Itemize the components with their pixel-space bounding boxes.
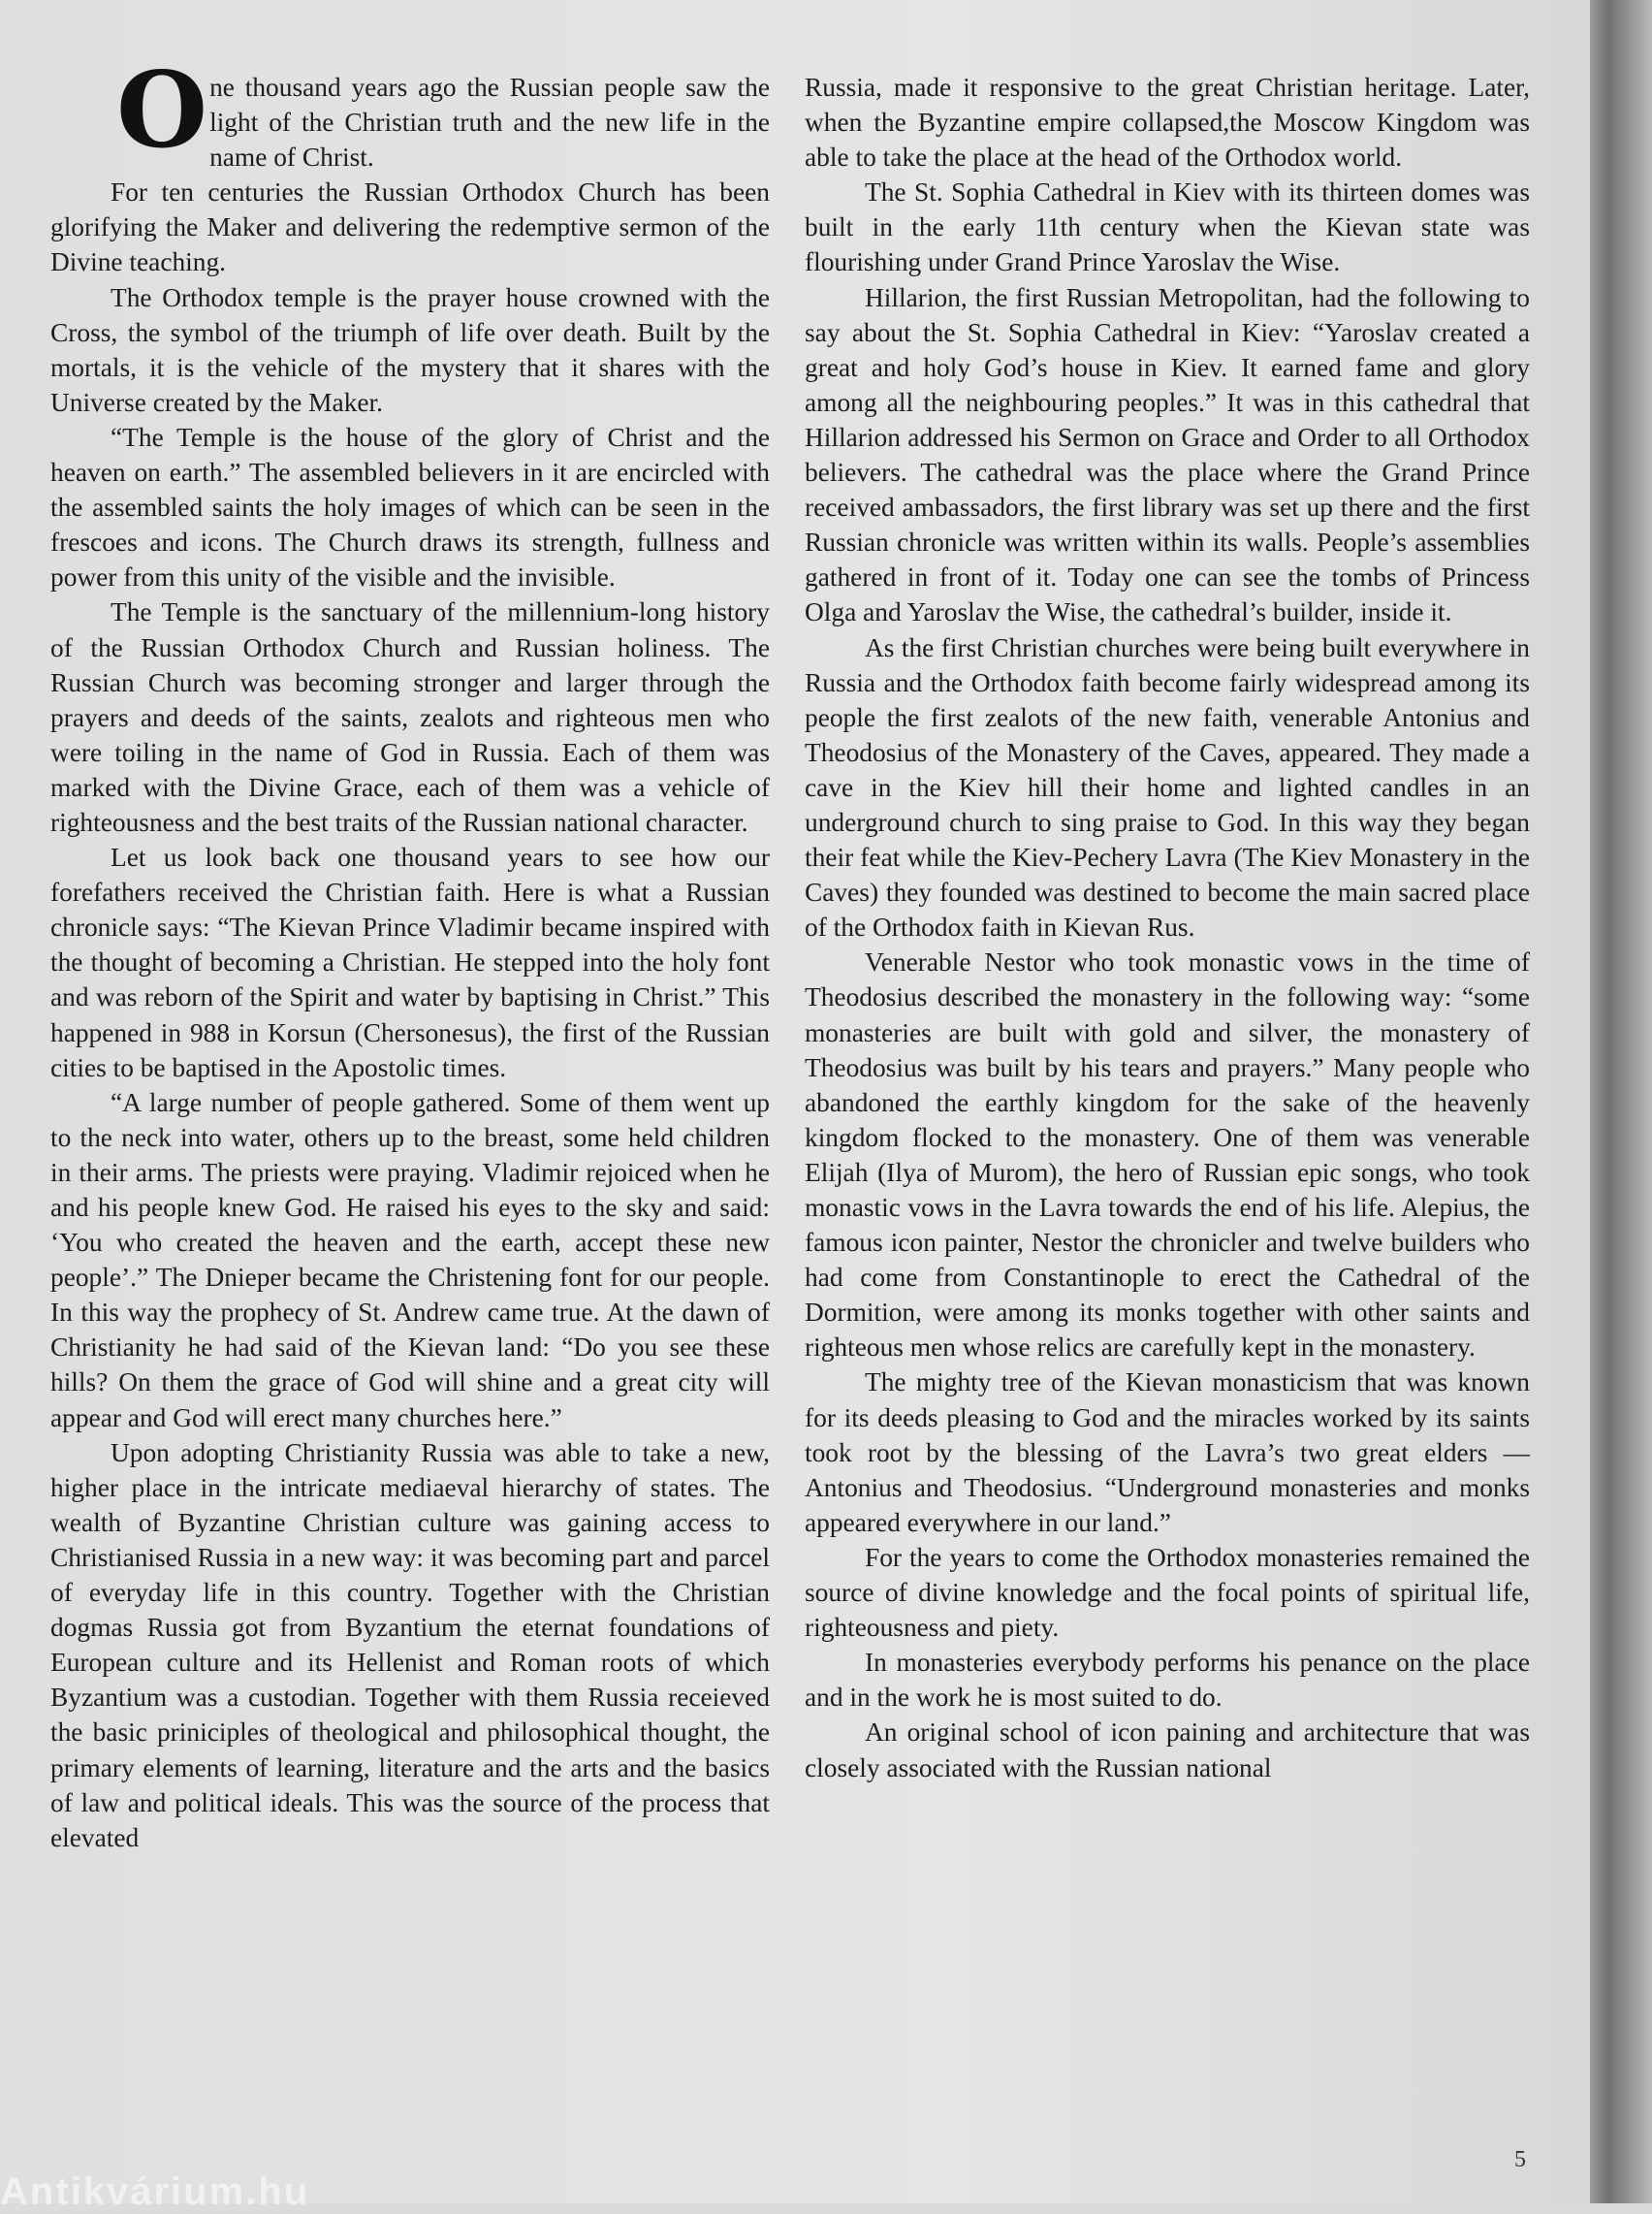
paragraph: Russia, made it responsive to the great Christian heritage. Later, when the Byzantine empire collapsed,the Moscow Kingdom was able to take the place at the head of the Orthodox world. [805,73,1530,173]
paragraph: The Orthodox temple is the prayer house crowned with the Cross, the symbol of the triumph of life over death. Built by the mortals, it is the vehicle of the mystery that it shares with the Universe created by the Maker. [50,282,770,417]
paragraph: Venerable Nestor who took monastic vows in the time of Theodosius described the monastery in the following way: “some monasteries are built with gold and silver, the monastery of Theodosius was built by his tears and prayers.” Many people who abandoned the earthly kingdom for the sake of the heavenly kingdom flocked to the monastery. One of them was venerable Elijah (Ilya of Murom), the hero of Russian epic songs, who took monastic vows in the Lavra towards the end of his life. Alepius, the famous icon painter, Nestor the chronicler and twelve builders who had come from Constantinople to erect the Cathedral of the Dormition, were among its monks together with other saints and righteous men whose relics are carefully kept in the monastery. [805,947,1530,1363]
paragraph: As the first Christian churches were being built everywhere in Russia and the Orthodox faith become fairly widespread among its people the first zealots of the new faith, venerable Antonius and Theodosius of the Monastery of the Caves, appeared. They made a cave in the Kiev hill their home and lighted candles in an underground church to sing praise to God. In this way they began their feat while the Kiev-Pechery Lavra (The Kiev Monastery in the Caves) they founded was destined to become the main sacred place of the Orthodox faith in Kievan Rus. [805,632,1530,943]
paragraph: Hillarion, the first Russian Metropolitan, had the following to say about the St. Sophia Cathedral in Kiev: “Yaroslav created a great and holy God’s house in Kiev. It earned fame and glory among all the neighbouring peoples.” It was in this cathedral that Hillarion addressed his Sermon on Grace and Order to all Orthodox believers. The cathedral was the place where the Grand Prince received ambassadors, the first library was set up there and the first Russian chronicle was written within its walls. People’s assemblies gathered in front of it. Today one can see the tombs of Princess Olga and Yaroslav the Wise, the cathedral’s builder, inside it. [805,282,1530,627]
book-gutter-shadow [1590,0,1652,2203]
paragraph-text: ne thousand years ago the Russian people saw the light of the Christian truth and the new life in the name of Christ. [209,73,770,173]
right-column [805,70,1530,1785]
paragraph: An original school of icon paining and architecture that was closely associated with the Russian national [805,1717,1530,1782]
paragraph: The St. Sophia Cathedral in Kiev with its thirteen domes was built in the early 11th century when the Kievan state was flourishing under Grand Prince Yaroslav the Wise. [805,177,1530,277]
paragraph: Let us look back one thousand years to see how our forefathers received the Christian faith. Here is what a Russian chronicle says: “The Kievan Prince Vladimir became inspired with the thought of becoming a Christian. He stepped into the holy font and was reborn of the Spirit and water by baptising in Christ.” This happened in 988 in Korsun (Chersonesus), the first of the Russian cities to be baptised in the Apostolic times. [50,843,770,1082]
paragraph: Upon adopting Christianity Russia was able to take a new, higher place in the intricate mediaeval hierarchy of states. The wealth of Byzantine Christian culture was gaining access to Christianised Russia in a new way: it was becoming part and parcel of everyday life in this country. Together with the Christian dogmas Russia got from Byzantium the eternat foundations of European culture and its Hellenist and Roman roots of which Byzantium was a custodian. Together with them Russia receieved the basic priniciples of theological and philosophical thought, the primary elements of learning, literature and the arts and the basics of law and political ideals. This was the source of the process that elevated [50,1437,770,1852]
drop-cap: O [116,49,208,172]
watermark: Antikvárium.hu [0,2170,310,2213]
paragraph: The mighty tree of the Kievan monasticism that was known for its deeds pleasing to God and the miracles worked by its saints took root by the blessing of the Lavra’s two great elders — Antonius and Theodosius. “Underground monasteries and monks appeared everywhere in our land.” [805,1367,1530,1537]
left-column [50,49,770,1855]
paragraph: “A large number of people gathered. Some of them went up to the neck into water, others up to the breast, some held children in their arms. The priests were praying. Vladimir rejoiced when he and his people knew God. He raised his eyes to the sky and said: ‘You who created the heaven and the earth, accept these new people’.” The Dnieper became the Christening font for our people. In this way the prophecy of St. Andrew came true. At the dawn of Christianity he had said of the Kievan land: “Do you see these hills? On them the grace of God will shine and a great city will appear and God will erect many churches here.” [50,1087,770,1432]
paragraph: For the years to come the Orthodox monasteries remained the source of divine knowledge and the focal points of spiritual life, righteousness and piety. [805,1542,1530,1643]
paragraph: “The Temple is the house of the glory of Christ and the heaven on earth.” The assembled believers in it are encircled with the assembled saints the holy images of which can be seen in the frescoes and icons. The Church draws its strength, fullness and power from this unity of the visible and the invisible. [50,422,770,593]
paragraph: For ten centuries the Russian Orthodox Church has been glorifying the Maker and delivering the redemptive sermon of the Divine teaching. [50,177,770,277]
paragraph: The Temple is the sanctuary of the millennium-long history of the Russian Orthodox Church and Russian holiness. The Russian Church was becoming stronger and larger through the prayers and deeds of the saints, zealots and righteous men who were toiling in the name of God in Russia. Each of them was marked with the Divine Grace, each of them was a vehicle of righteousness and the best traits of the Russian national character. [50,597,770,837]
paragraph: In monasteries everybody performs his penance on the place and in the work he is most suited to do. [805,1648,1530,1713]
paragraph [50,49,770,175]
page-number: 5 [1514,2147,1526,2172]
